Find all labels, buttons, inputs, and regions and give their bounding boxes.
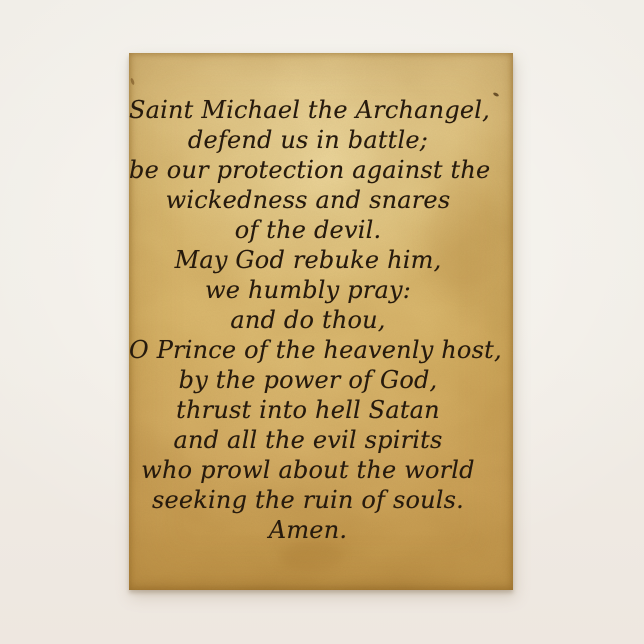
prayer-line: defend us in battle; xyxy=(187,126,429,154)
prayer-card xyxy=(129,53,513,590)
prayer-line: wickedness and snares xyxy=(165,186,451,214)
prayer-line: seeking the ruin of souls. xyxy=(151,486,465,514)
ink-speck xyxy=(130,78,135,86)
parchment-stain xyxy=(279,541,343,571)
prayer-text xyxy=(129,95,513,545)
prayer-line: of the devil. xyxy=(234,216,382,244)
prayer-line: May God rebuke him, xyxy=(174,246,442,274)
prayer-line: Amen. xyxy=(268,516,348,544)
prayer-line: thrust into hell Satan xyxy=(176,396,440,424)
prayer-line: by the power of God, xyxy=(178,366,438,394)
prayer-line: and all the evil spirits xyxy=(173,426,443,454)
prayer-line: and do thou, xyxy=(230,306,386,334)
prayer-line: Saint Michael the Archangel, xyxy=(129,96,490,124)
prayer-line: we humbly pray: xyxy=(204,276,412,304)
prayer-line: be our protection against the xyxy=(129,156,491,184)
prayer-line: who prowl about the world xyxy=(141,456,475,484)
prayer-line: O Prince of the heavenly host, xyxy=(129,336,502,364)
